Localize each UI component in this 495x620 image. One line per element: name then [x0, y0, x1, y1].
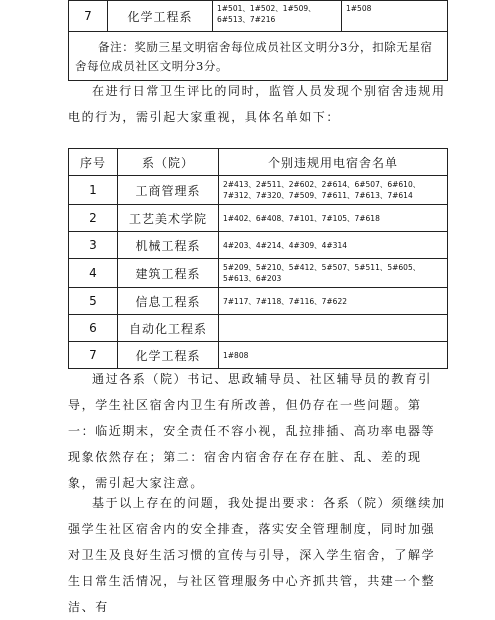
dorm-list-cell — [219, 315, 448, 342]
note-row — [69, 32, 448, 81]
table-note: 备注：奖励三星文明宿舍每位成员社区文明分3分，扣除无星宿舍每位成员社区文明分3分。 — [69, 32, 448, 81]
table-row — [69, 176, 448, 205]
header-department: 系（院） — [118, 149, 219, 176]
header-dorm-list: 个别违规用电宿舍名单 — [219, 149, 448, 176]
dorm-list-cell: 4#203、4#214、4#309、4#314 — [219, 232, 448, 259]
department-name: 工艺美术学院 — [118, 205, 219, 232]
table-row — [69, 342, 448, 369]
row-number: 7 — [69, 342, 118, 369]
table-row — [69, 259, 448, 288]
header-number: 序号 — [69, 149, 118, 176]
row-number: 4 — [69, 259, 118, 288]
table-row — [69, 1, 448, 32]
dorm-list-cell: 1#402、6#408、7#101、7#105、7#618 — [219, 205, 448, 232]
row-number: 6 — [69, 315, 118, 342]
table-row — [69, 232, 448, 259]
dorm-list-cell: 1#501、1#502、1#509、6#513、7#216 — [213, 1, 342, 32]
violation-table — [68, 148, 448, 369]
department-name: 机械工程系 — [118, 232, 219, 259]
row-number: 7 — [69, 1, 108, 32]
table-header-row — [69, 149, 448, 176]
row-number: 1 — [69, 176, 118, 205]
row-number: 2 — [69, 205, 118, 232]
summary-paragraph: 通过各系（院）书记、思政辅导员、社区辅导员的教育引导，学生社区宿舍内卫生有所改善，但仍存在一些问题。第一：临近期末，安全责任不容小视，乱拉排插、高功率电器等现象依然存在；第二：宿舍内宿舍存在存在脏、乱、差的现象，需引起大家注意。 — [68, 372, 436, 490]
table-row — [69, 288, 448, 315]
dorm-list-cell: 7#117、7#118、7#116、7#622 — [219, 288, 448, 315]
department-name: 信息工程系 — [118, 288, 219, 315]
row-number: 3 — [69, 232, 118, 259]
dorm-list-cell: 1#508 — [342, 1, 448, 32]
department-name: 化学工程系 — [108, 1, 213, 32]
row-number: 5 — [69, 288, 118, 315]
table-row — [69, 205, 448, 232]
department-name: 化学工程系 — [118, 342, 219, 369]
department-name: 建筑工程系 — [118, 259, 219, 288]
top-table — [68, 0, 448, 81]
dorm-list-cell: 2#413、2#511、2#602、2#614、6#507、6#610、7#312、7#320、7#509、7#611、7#613、7#614 — [219, 176, 448, 205]
department-name: 自动化工程系 — [118, 315, 219, 342]
requirement-paragraph: 基于以上存在的问题，我处提出要求：各系（院）须继续加强学生社区宿舍内的安全排查，落实安全管理制度，同时加强对卫生及良好生活习惯的宣传与引导，深入学生宿舍，了解学生日常生活情况，与社区管理服务中心齐抓共管，共建一个整洁、有 — [68, 496, 446, 614]
intro-paragraph: 在进行日常卫生评比的同时，监管人员发现个别宿舍违规用电的行为，需引起大家重视，具体名单如下： — [68, 84, 446, 124]
dorm-list-cell: 5#209、5#210、5#412、5#507、5#511、5#605、5#613、6#203 — [219, 259, 448, 288]
dorm-list-cell: 1#808 — [219, 342, 448, 369]
department-name: 工商管理系 — [118, 176, 219, 205]
table-row — [69, 315, 448, 342]
